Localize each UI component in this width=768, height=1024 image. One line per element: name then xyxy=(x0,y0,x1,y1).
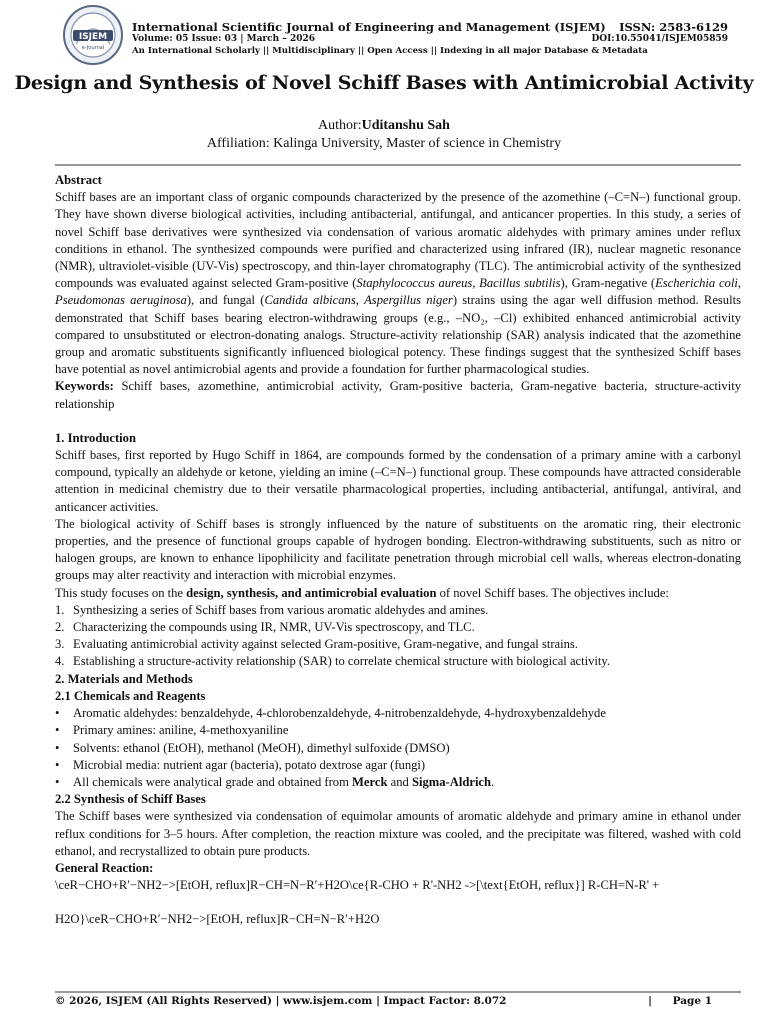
abstract-text: Schiff bases are an important class of organic compounds characterized by the presence of the azomethine (–C=N–) functional group. They have shown diverse biological activities, including antibacterial, antifungal, and anticancer properties. In this study, a series of novel Schiff base derivatives were synthesized via condensation of various aromatic aldehydes with primary amines under reflux conditions in ethanol. The synthesized compounds were purified and characterized using infrared (IR), nuclear magnetic resonance (NMR), ultraviolet-visible (UV-Vis) spectroscopy, and thin-layer chromatography (TLC). The antimicrobial activity of the synthesized compounds was evaluated against selected Gram-positive (Staphylococcus aureus, Bacillus subtilis), Gram-negative (Escherichia coli, Pseudomonas aeruginosa), and fungal (Candida albicans, Aspergillus niger) strains using the agar well diffusion method. Results demonstrated that Schiff bases bearing electron-withdrawing groups (e.g., –NO₂, –Cl) exhibited enhanced antimicrobial activity compared to unsubstituted or electron-donating analogs. Structure-activity relationship (SAR) analysis indicated that the azomethine group and aromatic substituents significantly influenced biological potency. These findings suggest that the synthesized Schiff bases have potential as novel antimicrobial agents and provide a foundation for further pharmacological studies. xyxy=(55,190,741,377)
intro-heading: 1. Introduction xyxy=(55,430,136,445)
author-line xyxy=(0,118,768,134)
volume-issue: Volume: 05 Issue: 03 | March – 2026 xyxy=(132,34,315,44)
keywords: Keywords: Schiff bases, azomethine, antimicrobial activity, Gram-positive bacteria, Gram-negative bacteria, structure-activity relationship xyxy=(55,379,741,411)
list-item: • Solvents: ethanol (EtOH), methanol (MeOH), dimethyl sulfoxide (DMSO) xyxy=(55,740,450,755)
list-item: 2. Characterizing the compounds using IR, NMR, UV-Vis spectroscopy, and TLC. xyxy=(55,620,475,635)
affiliation: Affiliation: Kalinga University, Master of science in Chemistry xyxy=(206,136,562,151)
footer-separator: | xyxy=(648,995,652,1007)
footer-divider xyxy=(55,991,741,993)
list-item: • Microbial media: nutrient agar (bacteria), potato dextrose agar (fungi) xyxy=(55,757,426,772)
list-item: • Primary amines: aniline, 4-methoxyaniline xyxy=(55,723,289,738)
keywords-label: Keywords: xyxy=(55,379,114,394)
methods-heading: 2. Materials and Methods xyxy=(55,671,193,686)
list-item: 1. Synthesizing a series of Schiff bases from various aromatic aldehydes and amines. xyxy=(55,602,489,617)
reaction-line-2: H2O}\ceR−CHO+R′−NH2−>[EtOH, reflux]R−CH=N−R′+H2O xyxy=(55,912,380,927)
list-item: 4. Establishing a structure-activity relationship (SAR) to correlate chemical structure with biological activity. xyxy=(55,654,611,669)
list-item: • Aromatic aldehydes: benzaldehyde, 4-chlorobenzaldehyde, 4-nitrobenzaldehyde, 4-hydroxybenzaldehyde xyxy=(55,706,606,721)
reaction-equation xyxy=(55,877,741,928)
journal-name: International Scientific Journal of Engineering and Management (ISJEM) xyxy=(132,20,606,34)
list-item: • All chemicals were analytical grade and obtained from Merck and Sigma-Aldrich. xyxy=(55,774,495,789)
paper-body xyxy=(55,172,741,929)
reagents-list xyxy=(55,705,741,791)
journal-tagline: An International Scholarly || Multidisciplinary || Open Access || Indexing in all major Database & Metadata xyxy=(132,46,648,56)
synthesis-paragraph: The Schiff bases were synthesized via condensation of equimolar amounts of aromatic aldehyde and primary amine in ethanol under reflux conditions for 3–5 hours. After completion, the reaction mixture was cooled, and the precipitate was filtered, washed with cold ethanol, and recrystallized to obtain pure products. xyxy=(55,809,741,858)
intro-paragraph-1: Schiff bases, first reported by Hugo Schiff in 1864, are compounds formed by the condensation of a primary amine with a carbonyl compound, typically an aldehyde or ketone, yielding an imine (–C=N–) functional group. These compounds have attracted considerable attention in medicinal chemistry due to their versatile pharmacological properties, including antibacterial, antifungal, antiviral, and anticancer activities. xyxy=(55,448,741,514)
intro-paragraph-2: The biological activity of Schiff bases is strongly influenced by the nature of substituents on the aromatic ring, their electronic properties, and the presence of functional groups capable of hydrogen bonding. Electron-withdrawing substituents, such as nitro or halogen groups, are known to enhance lipophilicity and facilitate penetration through microbial cell walls, whereas electron-donating groups may alter reactivity and interaction with microbial enzymes. xyxy=(55,516,741,583)
footer-copyright: © 2026, ISJEM (All Rights Reserved) | www.isjem.com | Impact Factor: 8.072 xyxy=(55,995,507,1007)
issn: ISSN: 2583-6129 xyxy=(619,20,728,34)
journal-logo xyxy=(62,4,124,66)
author-label: Author: xyxy=(318,118,362,133)
reaction-line-1: \ceR−CHO+R′−NH2−>[EtOH, reflux]R−CH=N−R′+H2O\ce{R-CHO + R'-NH2 ->[\text{EtOH, reflux}] R-CH=N-R' + xyxy=(55,878,660,893)
objectives-list xyxy=(55,602,741,671)
intro-paragraph-3: This study focuses on the design, synthesis, and antimicrobial evaluation of novel Schiff bases. The objectives include: xyxy=(55,585,669,600)
doi: DOI:10.55041/ISJEM05859 xyxy=(591,34,728,44)
header-row-2 xyxy=(132,34,728,44)
general-reaction-heading: General Reaction: xyxy=(55,860,154,875)
page-number: Page 1 xyxy=(672,995,712,1007)
list-item: 3. Evaluating antimicrobial activity against selected Gram-positive, Gram-negative, and fungal strains. xyxy=(55,637,578,652)
page-footer xyxy=(55,995,740,1007)
abstract-heading: Abstract xyxy=(55,173,102,187)
header-divider xyxy=(55,164,741,166)
author-name: Uditanshu Sah xyxy=(361,118,450,133)
logo-text: ISJEM xyxy=(78,32,108,42)
paper-title: Design and Synthesis of Novel Schiff Bases with Antimicrobial Activity xyxy=(14,72,754,94)
header-row-1 xyxy=(132,20,728,34)
subsection-chemicals: 2.1 Chemicals and Reagents xyxy=(55,688,206,703)
logo-subtext: e-Journal xyxy=(81,45,105,51)
subsection-synthesis: 2.2 Synthesis of Schiff Bases xyxy=(55,792,206,807)
